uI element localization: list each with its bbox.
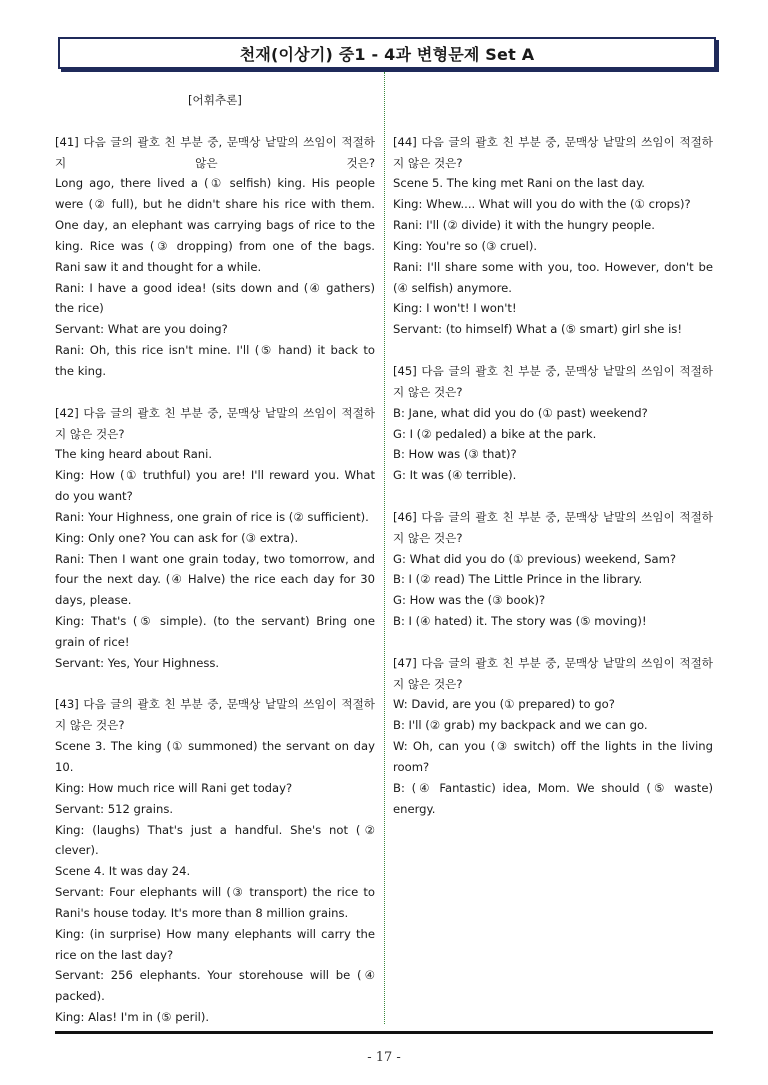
text-line: Rani: I'll (② divide) it with the hungry people. [393, 218, 655, 233]
text-line: G: It was (④ terrible). [393, 468, 517, 483]
spacer [393, 486, 713, 507]
text-line: King: You're so (③ cruel). [393, 238, 538, 253]
column-divider [384, 72, 385, 1024]
text-line: packed). [55, 989, 105, 1004]
text-line: W: David, are you (① prepared) to go? [393, 697, 615, 712]
text-line: King: (in surprise) How many elephants will carry the [55, 926, 375, 941]
text-line: Scene 5. The king met Rani on the last day. [393, 176, 645, 191]
text-line: 지 않은 것은? [393, 155, 463, 170]
text-line: Servant: Yes, Your Highness. [55, 655, 220, 670]
text-line: Servant: 256 elephants. Your storehouse will be (④ [55, 968, 375, 983]
text-line: 지 않은 것은? [55, 155, 375, 170]
text-line: King: Whew.... What will you do with the (① crops)? [393, 197, 691, 212]
left-column [55, 90, 375, 1028]
text-line: grain of rice! [55, 634, 130, 649]
question-46 [393, 507, 713, 632]
text-line: B: How was (③ that)? [393, 447, 517, 462]
text-line: 10. [55, 760, 74, 774]
text-line: King: Alas! I'm in (⑤ peril). [55, 1010, 210, 1025]
text-line: Rani saw it and thought for a while. [55, 259, 262, 274]
text-line: [44] 다음 글의 괄호 친 부분 중, 문맥상 낱말의 쓰임이 적절하 [393, 134, 713, 149]
page-title: 천재(이상기) 중1 - 4과 변형문제 Set A [239, 44, 535, 64]
text-line: were (② full), but he didn't share his rice with them. [55, 197, 375, 212]
text-line: rice on the last day? [55, 947, 174, 962]
text-line: Rani: Then I want one grain today, two tomorrow, and [55, 551, 375, 566]
text-line: 지 않은 것은? [393, 530, 463, 545]
question-42 [55, 403, 375, 674]
text-line: 지 않은 것은? [393, 676, 463, 691]
spacer [393, 111, 713, 132]
page-number: - 17 - [367, 1050, 401, 1065]
question-44 [393, 132, 713, 340]
text-line: The king heard about Rani. [55, 447, 213, 462]
text-line: 지 않은 것은? [393, 384, 463, 399]
text-line: B: I (④ hated) it. The story was (⑤ moving)! [393, 614, 647, 629]
question-41 [55, 132, 375, 382]
spacer [393, 340, 713, 361]
text-line: [46] 다음 글의 괄호 친 부분 중, 문맥상 낱말의 쓰임이 적절하 [393, 509, 713, 524]
question-47 [393, 653, 713, 820]
text-line: B: I'll (② grab) my backpack and we can go. [393, 718, 648, 733]
text-line: King: (laughs) That's just a handful. She's not (② [55, 822, 375, 837]
text-line: G: I (② pedaled) a bike at the park. [393, 426, 597, 441]
text-line: the king. [55, 363, 107, 378]
bottom-rule [55, 1031, 713, 1034]
section-label: [어휘추론] [188, 93, 242, 107]
text-line: Rani: I have a good idea! (sits down and (④ gathers) [55, 280, 375, 295]
text-line: King: That's (⑤ simple). (to the servant) Bring one [55, 614, 375, 629]
text-line: Servant: Four elephants will (③ transport) the rice to [55, 885, 375, 900]
text-line: B: I (② read) The Little Prince in the library. [393, 572, 643, 587]
text-line: Servant: 512 grains. [55, 801, 174, 816]
question-45 [393, 361, 713, 486]
spacer [55, 674, 375, 695]
spacer [393, 90, 713, 111]
text-line: [41] 다음 글의 괄호 친 부분 중, 문맥상 낱말의 쓰임이 적절하 [55, 134, 375, 149]
spacer [55, 382, 375, 403]
text-line: Rani's house today. It's more than 8 million grains. [55, 905, 349, 920]
text-line: Servant: (to himself) What a (⑤ smart) girl she is! [393, 322, 682, 337]
text-line: G: How was the (③ book)? [393, 593, 546, 608]
text-line: days, please. [55, 593, 132, 608]
header-title-box [58, 37, 716, 69]
text-line: King: How much rice will Rani get today? [55, 780, 293, 795]
text-line: Rani: I'll share some with you, too. However, don't be [393, 259, 713, 274]
text-line: Rani: Oh, this rice isn't mine. I'll (⑤ hand) it back to [55, 343, 375, 358]
question-43 [55, 694, 375, 1028]
text-line: Rani: Your Highness, one grain of rice is (② sufficient). [55, 509, 369, 524]
text-line: [45] 다음 글의 괄호 친 부분 중, 문맥상 낱말의 쓰임이 적절하 [393, 363, 713, 378]
text-line: B: Jane, what did you do (① past) weekend? [393, 405, 648, 420]
text-line: Long ago, there lived a (① selfish) king. His people [55, 176, 375, 191]
text-line: four the next day. (④ Halve) the rice each day for 30 [55, 572, 375, 587]
spacer [55, 111, 375, 132]
text-line: (④ selfish) anymore. [393, 280, 512, 295]
right-column [393, 90, 713, 820]
text-line: G: What did you do (① previous) weekend, Sam? [393, 551, 677, 566]
text-line: King: Only one? You can ask for (③ extra). [55, 530, 299, 545]
text-line: 지 않은 것은? [55, 718, 125, 733]
text-line: B: (④ Fantastic) idea, Mom. We should (⑤ waste) [393, 780, 713, 795]
text-line: [42] 다음 글의 괄호 친 부분 중, 문맥상 낱말의 쓰임이 적절하 [55, 405, 375, 420]
text-line: King: How (① truthful) you are! I'll reward you. What [55, 468, 375, 483]
text-line: energy. [393, 801, 436, 816]
text-line: the rice) [55, 301, 104, 316]
text-line: clever). [55, 843, 99, 858]
text-line: King: I won't! I won't! [393, 301, 517, 316]
text-line: One day, an elephant was carrying bags of rice to the [55, 218, 375, 233]
text-line: room? [393, 760, 430, 774]
text-line: W: Oh, can you (③ switch) off the lights in the living [393, 739, 713, 754]
text-line: [43] 다음 글의 괄호 친 부분 중, 문맥상 낱말의 쓰임이 적절하 [55, 697, 375, 712]
text-line: [47] 다음 글의 괄호 친 부분 중, 문맥상 낱말의 쓰임이 적절하 [393, 655, 713, 670]
text-line: Scene 3. The king (① summoned) the servant on day [55, 739, 375, 754]
text-line: Scene 4. It was day 24. [55, 864, 191, 879]
spacer [393, 632, 713, 653]
text-line: do you want? [55, 489, 133, 504]
text-line: Servant: What are you doing? [55, 322, 228, 337]
text-line: king. Rice was (③ dropping) from one of the bags. [55, 238, 375, 253]
text-line: 지 않은 것은? [55, 426, 125, 441]
